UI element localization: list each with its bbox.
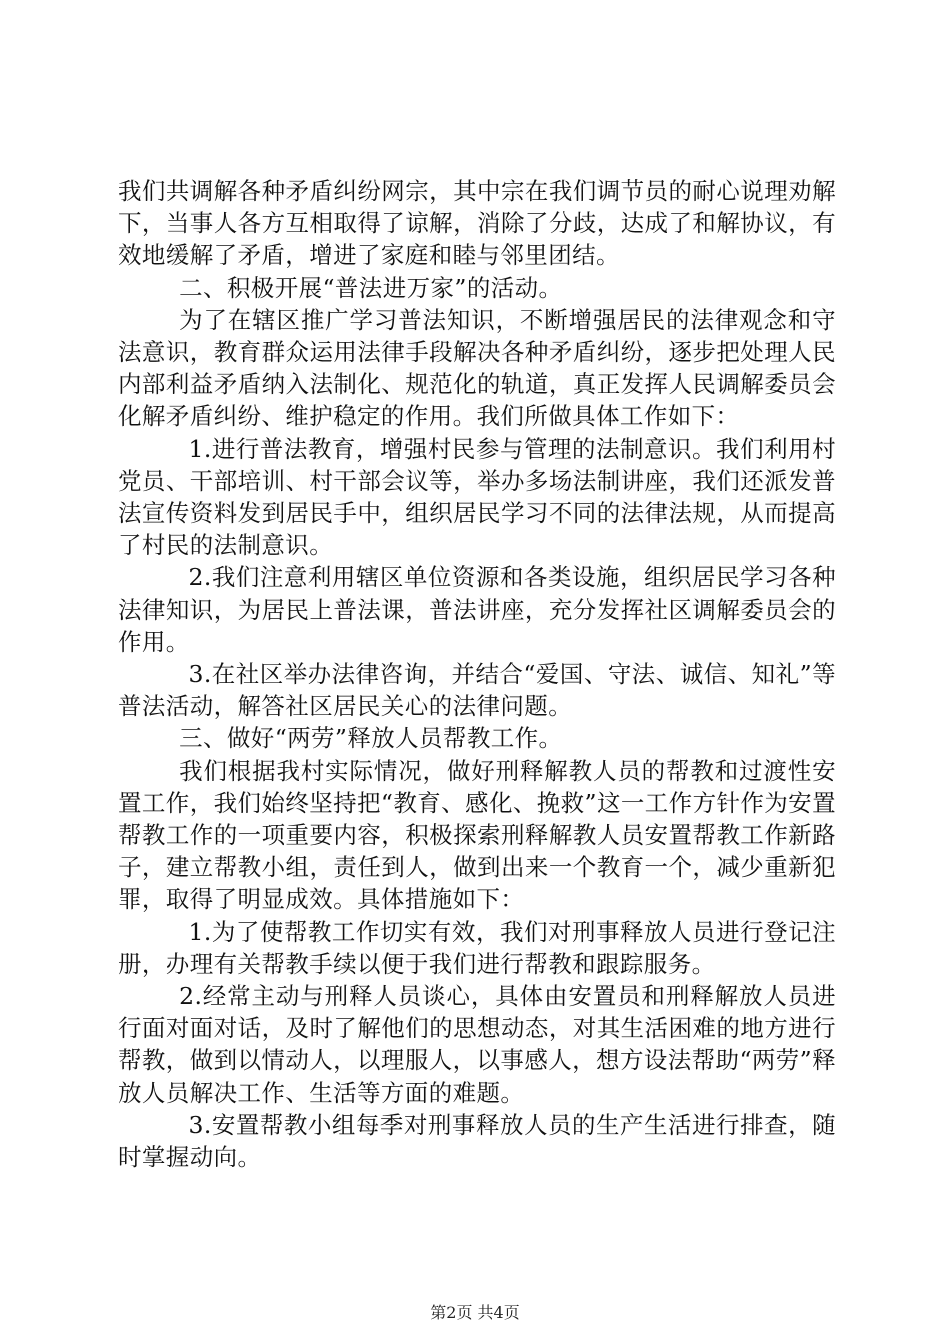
page-number-footer: 第2页 共4页 bbox=[430, 1303, 520, 1322]
list-item-rehab-1: 1.为了使帮教工作切实有效，我们对刑事释放人员进行登记注册，办理有关帮教手续以便于我们进行帮教和跟踪服务。 bbox=[118, 917, 836, 978]
paragraph-rehabilitation-intro: 我们根据我村实际情况，做好刑释解教人员的帮教和过渡性安置工作，我们始终坚持把“教育、感化、挽救”这一工作方针作为安置帮教工作的一项重要内容，积极探索刑释解教人员安置帮教工作新路子，建立帮教小组，责任到人，做到出来一个教育一个，减少重新犯罪，取得了明显成效。具体措施如下： bbox=[118, 756, 836, 914]
list-item-legal-1: 1.进行普法教育，增强村民参与管理的法制意识。我们利用村党员、干部培训、村干部会议等，举办多场法制讲座，我们还派发普法宣传资料发到居民手中，组织居民学习不同的法律法规，从而提高了村民的法制意识。 bbox=[118, 434, 836, 560]
section-heading-3: 三、做好“两劳”释放人员帮教工作。 bbox=[179, 724, 563, 753]
list-item-rehab-3: 3.安置帮教小组每季对刑事释放人员的生产生活进行排查，随时掌握动向。 bbox=[118, 1110, 836, 1172]
section-heading-2: 二、积极开展“普法进万家”的活动。 bbox=[179, 273, 563, 302]
list-item-legal-3: 3.在社区举办法律咨询，并结合“爱国、守法、诚信、知礼”等普法活动，解答社区居民关心的法律问题。 bbox=[118, 660, 836, 721]
list-item-rehab-2: 2.经常主动与刑释人员谈心，具体由安置员和刑释解放人员进行面对面对话，及时了解他们的思想动态，对其生活困难的地方进行帮教，做到以情动人，以理服人，以事感人，想方设法帮助“两劳”释放人员解决工作、生活等方面的难题。 bbox=[118, 982, 836, 1107]
list-item-legal-2: 2.我们注意利用辖区单位资源和各类设施，组织居民学习各种法律知识，为居民上普法课，普法讲座，充分发挥社区调解委员会的作用。 bbox=[118, 563, 836, 656]
paragraph-continuation: 我们共调解各种矛盾纠纷网宗，其中宗在我们调节员的耐心说理劝解下，当事人各方互相取得了谅解，消除了分歧，达成了和解协议，有效地缓解了矛盾，增进了家庭和睦与邻里团结。 bbox=[118, 177, 836, 270]
document-body bbox=[118, 175, 836, 1173]
paragraph-legal-education-intro: 为了在辖区推广学习普法知识，不断增强居民的法律观念和守法意识，教育群众运用法律手段解决各种矛盾纠纷，逐步把处理人民内部利益矛盾纳入法制化、规范化的轨道，真正发挥人民调解委员会化解矛盾纠纷、维护稳定的作用。我们所做具体工作如下： bbox=[118, 305, 836, 431]
